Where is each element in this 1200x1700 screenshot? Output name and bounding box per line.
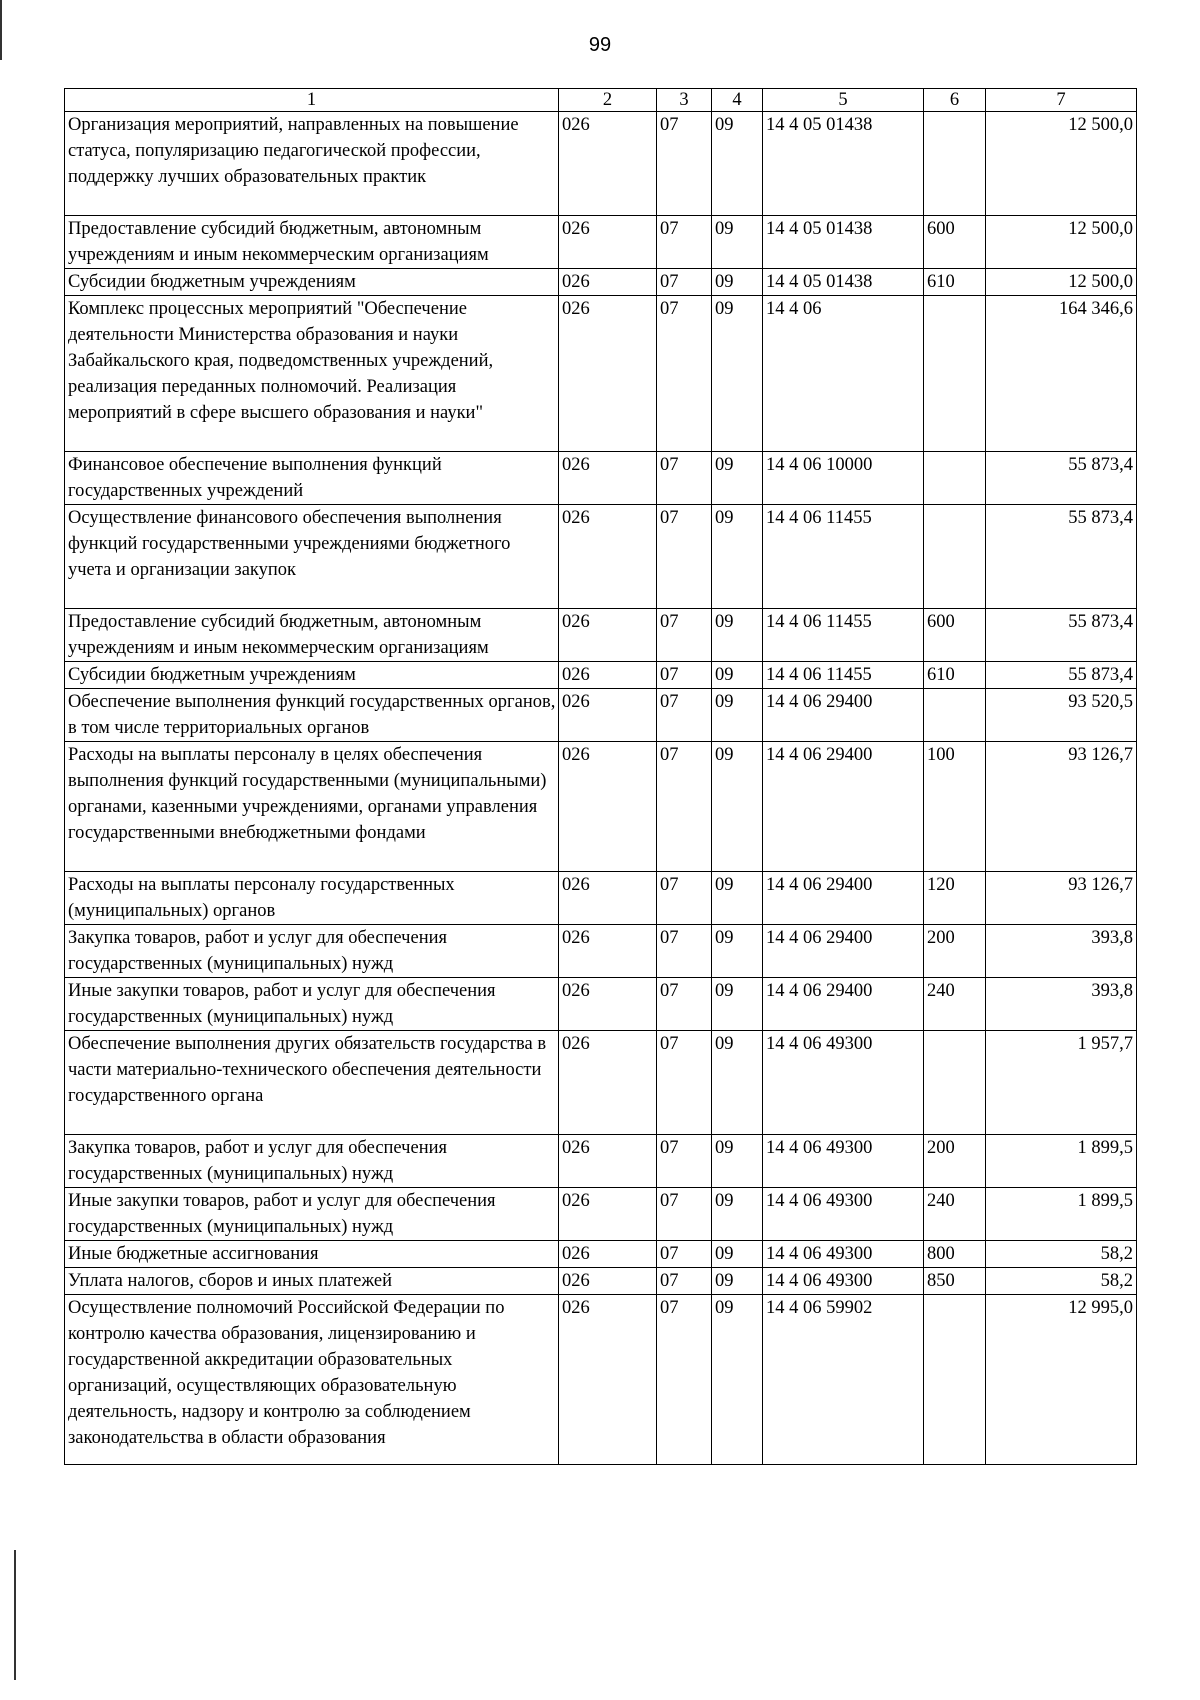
row-subsection-cell: 09 xyxy=(712,112,763,216)
column-header: 7 xyxy=(986,89,1137,112)
row-section-cell: 07 xyxy=(657,742,712,872)
row-target-article-cell: 14 4 06 29400 xyxy=(763,978,924,1031)
row-expense-type-cell: 800 xyxy=(924,1241,986,1268)
row-amount-cell: 93 126,7 xyxy=(986,742,1137,872)
row-amount-cell: 55 873,4 xyxy=(986,609,1137,662)
row-target-article-cell: 14 4 06 29400 xyxy=(763,925,924,978)
row-expense-type-cell xyxy=(924,296,986,452)
row-expense-type-cell xyxy=(924,112,986,216)
row-amount-cell: 58,2 xyxy=(986,1268,1137,1295)
row-amount-cell: 55 873,4 xyxy=(986,452,1137,505)
row-amount-cell: 12 995,0 xyxy=(986,1295,1137,1465)
row-code-cell: 026 xyxy=(559,925,657,978)
row-name-cell: Расходы на выплаты персоналу государственных (муниципальных) органов xyxy=(65,872,559,925)
row-target-article-cell: 14 4 05 01438 xyxy=(763,216,924,269)
row-section-cell: 07 xyxy=(657,216,712,269)
row-section-cell: 07 xyxy=(657,1188,712,1241)
row-subsection-cell: 09 xyxy=(712,925,763,978)
row-amount-cell: 12 500,0 xyxy=(986,216,1137,269)
table-row xyxy=(65,1295,1137,1465)
row-section-cell: 07 xyxy=(657,662,712,689)
row-expense-type-cell: 240 xyxy=(924,978,986,1031)
row-target-article-cell: 14 4 06 29400 xyxy=(763,742,924,872)
row-name-cell: Иные закупки товаров, работ и услуг для обеспечения государственных (муниципальных) нужд xyxy=(65,1188,559,1241)
row-code-cell: 026 xyxy=(559,1031,657,1135)
row-name-cell: Организация мероприятий, направленных на повышение статуса, популяризацию педагогической профессии, поддержку лучших образовательных практик xyxy=(65,112,559,216)
column-header: 6 xyxy=(924,89,986,112)
row-name-cell: Обеспечение выполнения функций государственных органов, в том числе территориальных органов xyxy=(65,689,559,742)
table-row xyxy=(65,978,1137,1031)
row-subsection-cell: 09 xyxy=(712,662,763,689)
row-expense-type-cell: 850 xyxy=(924,1268,986,1295)
row-amount-cell: 1 957,7 xyxy=(986,1031,1137,1135)
row-subsection-cell: 09 xyxy=(712,1295,763,1465)
row-expense-type-cell: 100 xyxy=(924,742,986,872)
row-code-cell: 026 xyxy=(559,689,657,742)
column-header: 2 xyxy=(559,89,657,112)
table-row xyxy=(65,1241,1137,1268)
table-row xyxy=(65,1135,1137,1188)
row-section-cell: 07 xyxy=(657,609,712,662)
row-name-cell: Субсидии бюджетным учреждениям xyxy=(65,662,559,689)
row-expense-type-cell: 600 xyxy=(924,609,986,662)
row-section-cell: 07 xyxy=(657,1241,712,1268)
row-subsection-cell: 09 xyxy=(712,269,763,296)
row-amount-cell: 55 873,4 xyxy=(986,505,1137,609)
row-code-cell: 026 xyxy=(559,1241,657,1268)
row-section-cell: 07 xyxy=(657,978,712,1031)
column-header: 5 xyxy=(763,89,924,112)
table-row xyxy=(65,609,1137,662)
row-name-cell: Осуществление финансового обеспечения выполнения функций государственными учреждениями бюджетного учета и организации закупок xyxy=(65,505,559,609)
row-name-cell: Расходы на выплаты персоналу в целях обеспечения выполнения функций государственными (муниципальными) органами, казенными учреждениями, органами управления государственными внебюджетными фондами xyxy=(65,742,559,872)
row-section-cell: 07 xyxy=(657,1135,712,1188)
row-subsection-cell: 09 xyxy=(712,609,763,662)
row-expense-type-cell: 610 xyxy=(924,662,986,689)
row-subsection-cell: 09 xyxy=(712,1031,763,1135)
row-expense-type-cell: 200 xyxy=(924,925,986,978)
row-expense-type-cell: 610 xyxy=(924,269,986,296)
row-section-cell: 07 xyxy=(657,112,712,216)
row-expense-type-cell: 120 xyxy=(924,872,986,925)
row-subsection-cell: 09 xyxy=(712,1135,763,1188)
row-section-cell: 07 xyxy=(657,1295,712,1465)
row-subsection-cell: 09 xyxy=(712,1241,763,1268)
row-name-cell: Иные бюджетные ассигнования xyxy=(65,1241,559,1268)
row-name-cell: Иные закупки товаров, работ и услуг для обеспечения государственных (муниципальных) нужд xyxy=(65,978,559,1031)
table-row xyxy=(65,872,1137,925)
row-target-article-cell: 14 4 06 59902 xyxy=(763,1295,924,1465)
table-row xyxy=(65,1188,1137,1241)
row-expense-type-cell xyxy=(924,689,986,742)
row-subsection-cell: 09 xyxy=(712,452,763,505)
row-section-cell: 07 xyxy=(657,925,712,978)
row-name-cell: Осуществление полномочий Российской Федерации по контролю качества образования, лицензированию и государственной аккредитации образовательных организаций, осуществляющих образовательную деятельность, надзору и контролю за соблюдением законодательства в области образования xyxy=(65,1295,559,1465)
row-name-cell: Предоставление субсидий бюджетным, автономным учреждениям и иным некоммерческим организациям xyxy=(65,216,559,269)
row-amount-cell: 12 500,0 xyxy=(986,112,1137,216)
row-code-cell: 026 xyxy=(559,1268,657,1295)
row-target-article-cell: 14 4 06 29400 xyxy=(763,872,924,925)
column-header: 3 xyxy=(657,89,712,112)
table-row xyxy=(65,925,1137,978)
row-amount-cell: 393,8 xyxy=(986,925,1137,978)
budget-table xyxy=(64,88,1137,1465)
row-expense-type-cell xyxy=(924,505,986,609)
row-code-cell: 026 xyxy=(559,742,657,872)
table-row xyxy=(65,1268,1137,1295)
row-subsection-cell: 09 xyxy=(712,742,763,872)
row-code-cell: 026 xyxy=(559,216,657,269)
row-name-cell: Субсидии бюджетным учреждениям xyxy=(65,269,559,296)
row-code-cell: 026 xyxy=(559,505,657,609)
row-amount-cell: 1 899,5 xyxy=(986,1188,1137,1241)
row-expense-type-cell xyxy=(924,1295,986,1465)
table-row xyxy=(65,452,1137,505)
row-target-article-cell: 14 4 06 29400 xyxy=(763,689,924,742)
row-code-cell: 026 xyxy=(559,872,657,925)
row-code-cell: 026 xyxy=(559,269,657,296)
table-row xyxy=(65,662,1137,689)
row-section-cell: 07 xyxy=(657,269,712,296)
row-name-cell: Предоставление субсидий бюджетным, автономным учреждениям и иным некоммерческим организациям xyxy=(65,609,559,662)
row-section-cell: 07 xyxy=(657,872,712,925)
row-amount-cell: 164 346,6 xyxy=(986,296,1137,452)
row-name-cell: Комплекс процессных мероприятий "Обеспечение деятельности Министерства образования и науки Забайкальского края, подведомственных учреждений, реализация переданных полномочий. Реализация мероприятий в сфере высшего образования и науки" xyxy=(65,296,559,452)
column-header: 4 xyxy=(712,89,763,112)
row-subsection-cell: 09 xyxy=(712,872,763,925)
row-section-cell: 07 xyxy=(657,1031,712,1135)
row-code-cell: 026 xyxy=(559,978,657,1031)
row-target-article-cell: 14 4 06 xyxy=(763,296,924,452)
row-code-cell: 026 xyxy=(559,1295,657,1465)
table-row xyxy=(65,112,1137,216)
table-row xyxy=(65,505,1137,609)
row-amount-cell: 55 873,4 xyxy=(986,662,1137,689)
row-target-article-cell: 14 4 06 49300 xyxy=(763,1135,924,1188)
row-target-article-cell: 14 4 05 01438 xyxy=(763,269,924,296)
row-expense-type-cell: 600 xyxy=(924,216,986,269)
row-expense-type-cell: 240 xyxy=(924,1188,986,1241)
row-name-cell: Уплата налогов, сборов и иных платежей xyxy=(65,1268,559,1295)
row-code-cell: 026 xyxy=(559,112,657,216)
row-subsection-cell: 09 xyxy=(712,1188,763,1241)
row-subsection-cell: 09 xyxy=(712,978,763,1031)
row-subsection-cell: 09 xyxy=(712,216,763,269)
row-code-cell: 026 xyxy=(559,1135,657,1188)
row-section-cell: 07 xyxy=(657,452,712,505)
column-header: 1 xyxy=(65,89,559,112)
table-row xyxy=(65,269,1137,296)
row-name-cell: Финансовое обеспечение выполнения функций государственных учреждений xyxy=(65,452,559,505)
scan-edge-mark-left xyxy=(14,1550,16,1680)
row-subsection-cell: 09 xyxy=(712,296,763,452)
row-target-article-cell: 14 4 06 49300 xyxy=(763,1268,924,1295)
table-row xyxy=(65,1031,1137,1135)
row-expense-type-cell: 200 xyxy=(924,1135,986,1188)
table-row xyxy=(65,689,1137,742)
row-code-cell: 026 xyxy=(559,452,657,505)
row-name-cell: Обеспечение выполнения других обязательств государства в части материально-технического обеспечения деятельности государственного органа xyxy=(65,1031,559,1135)
row-name-cell: Закупка товаров, работ и услуг для обеспечения государственных (муниципальных) нужд xyxy=(65,925,559,978)
table-row xyxy=(65,216,1137,269)
row-amount-cell: 1 899,5 xyxy=(986,1135,1137,1188)
row-name-cell: Закупка товаров, работ и услуг для обеспечения государственных (муниципальных) нужд xyxy=(65,1135,559,1188)
table-body xyxy=(65,112,1137,1465)
row-target-article-cell: 14 4 06 10000 xyxy=(763,452,924,505)
row-amount-cell: 93 520,5 xyxy=(986,689,1137,742)
row-amount-cell: 58,2 xyxy=(986,1241,1137,1268)
row-amount-cell: 93 126,7 xyxy=(986,872,1137,925)
row-target-article-cell: 14 4 06 11455 xyxy=(763,505,924,609)
row-expense-type-cell xyxy=(924,452,986,505)
row-section-cell: 07 xyxy=(657,505,712,609)
row-amount-cell: 12 500,0 xyxy=(986,269,1137,296)
row-target-article-cell: 14 4 06 49300 xyxy=(763,1188,924,1241)
row-section-cell: 07 xyxy=(657,689,712,742)
row-code-cell: 026 xyxy=(559,1188,657,1241)
page-number: 99 xyxy=(588,34,612,56)
row-subsection-cell: 09 xyxy=(712,505,763,609)
row-target-article-cell: 14 4 05 01438 xyxy=(763,112,924,216)
row-code-cell: 026 xyxy=(559,662,657,689)
row-subsection-cell: 09 xyxy=(712,1268,763,1295)
header-row xyxy=(65,89,1137,112)
row-target-article-cell: 14 4 06 49300 xyxy=(763,1241,924,1268)
row-subsection-cell: 09 xyxy=(712,689,763,742)
row-expense-type-cell xyxy=(924,1031,986,1135)
row-amount-cell: 393,8 xyxy=(986,978,1137,1031)
table-row xyxy=(65,742,1137,872)
row-target-article-cell: 14 4 06 11455 xyxy=(763,609,924,662)
row-code-cell: 026 xyxy=(559,296,657,452)
table-row xyxy=(65,296,1137,452)
row-target-article-cell: 14 4 06 49300 xyxy=(763,1031,924,1135)
row-section-cell: 07 xyxy=(657,296,712,452)
row-section-cell: 07 xyxy=(657,1268,712,1295)
row-target-article-cell: 14 4 06 11455 xyxy=(763,662,924,689)
row-code-cell: 026 xyxy=(559,609,657,662)
